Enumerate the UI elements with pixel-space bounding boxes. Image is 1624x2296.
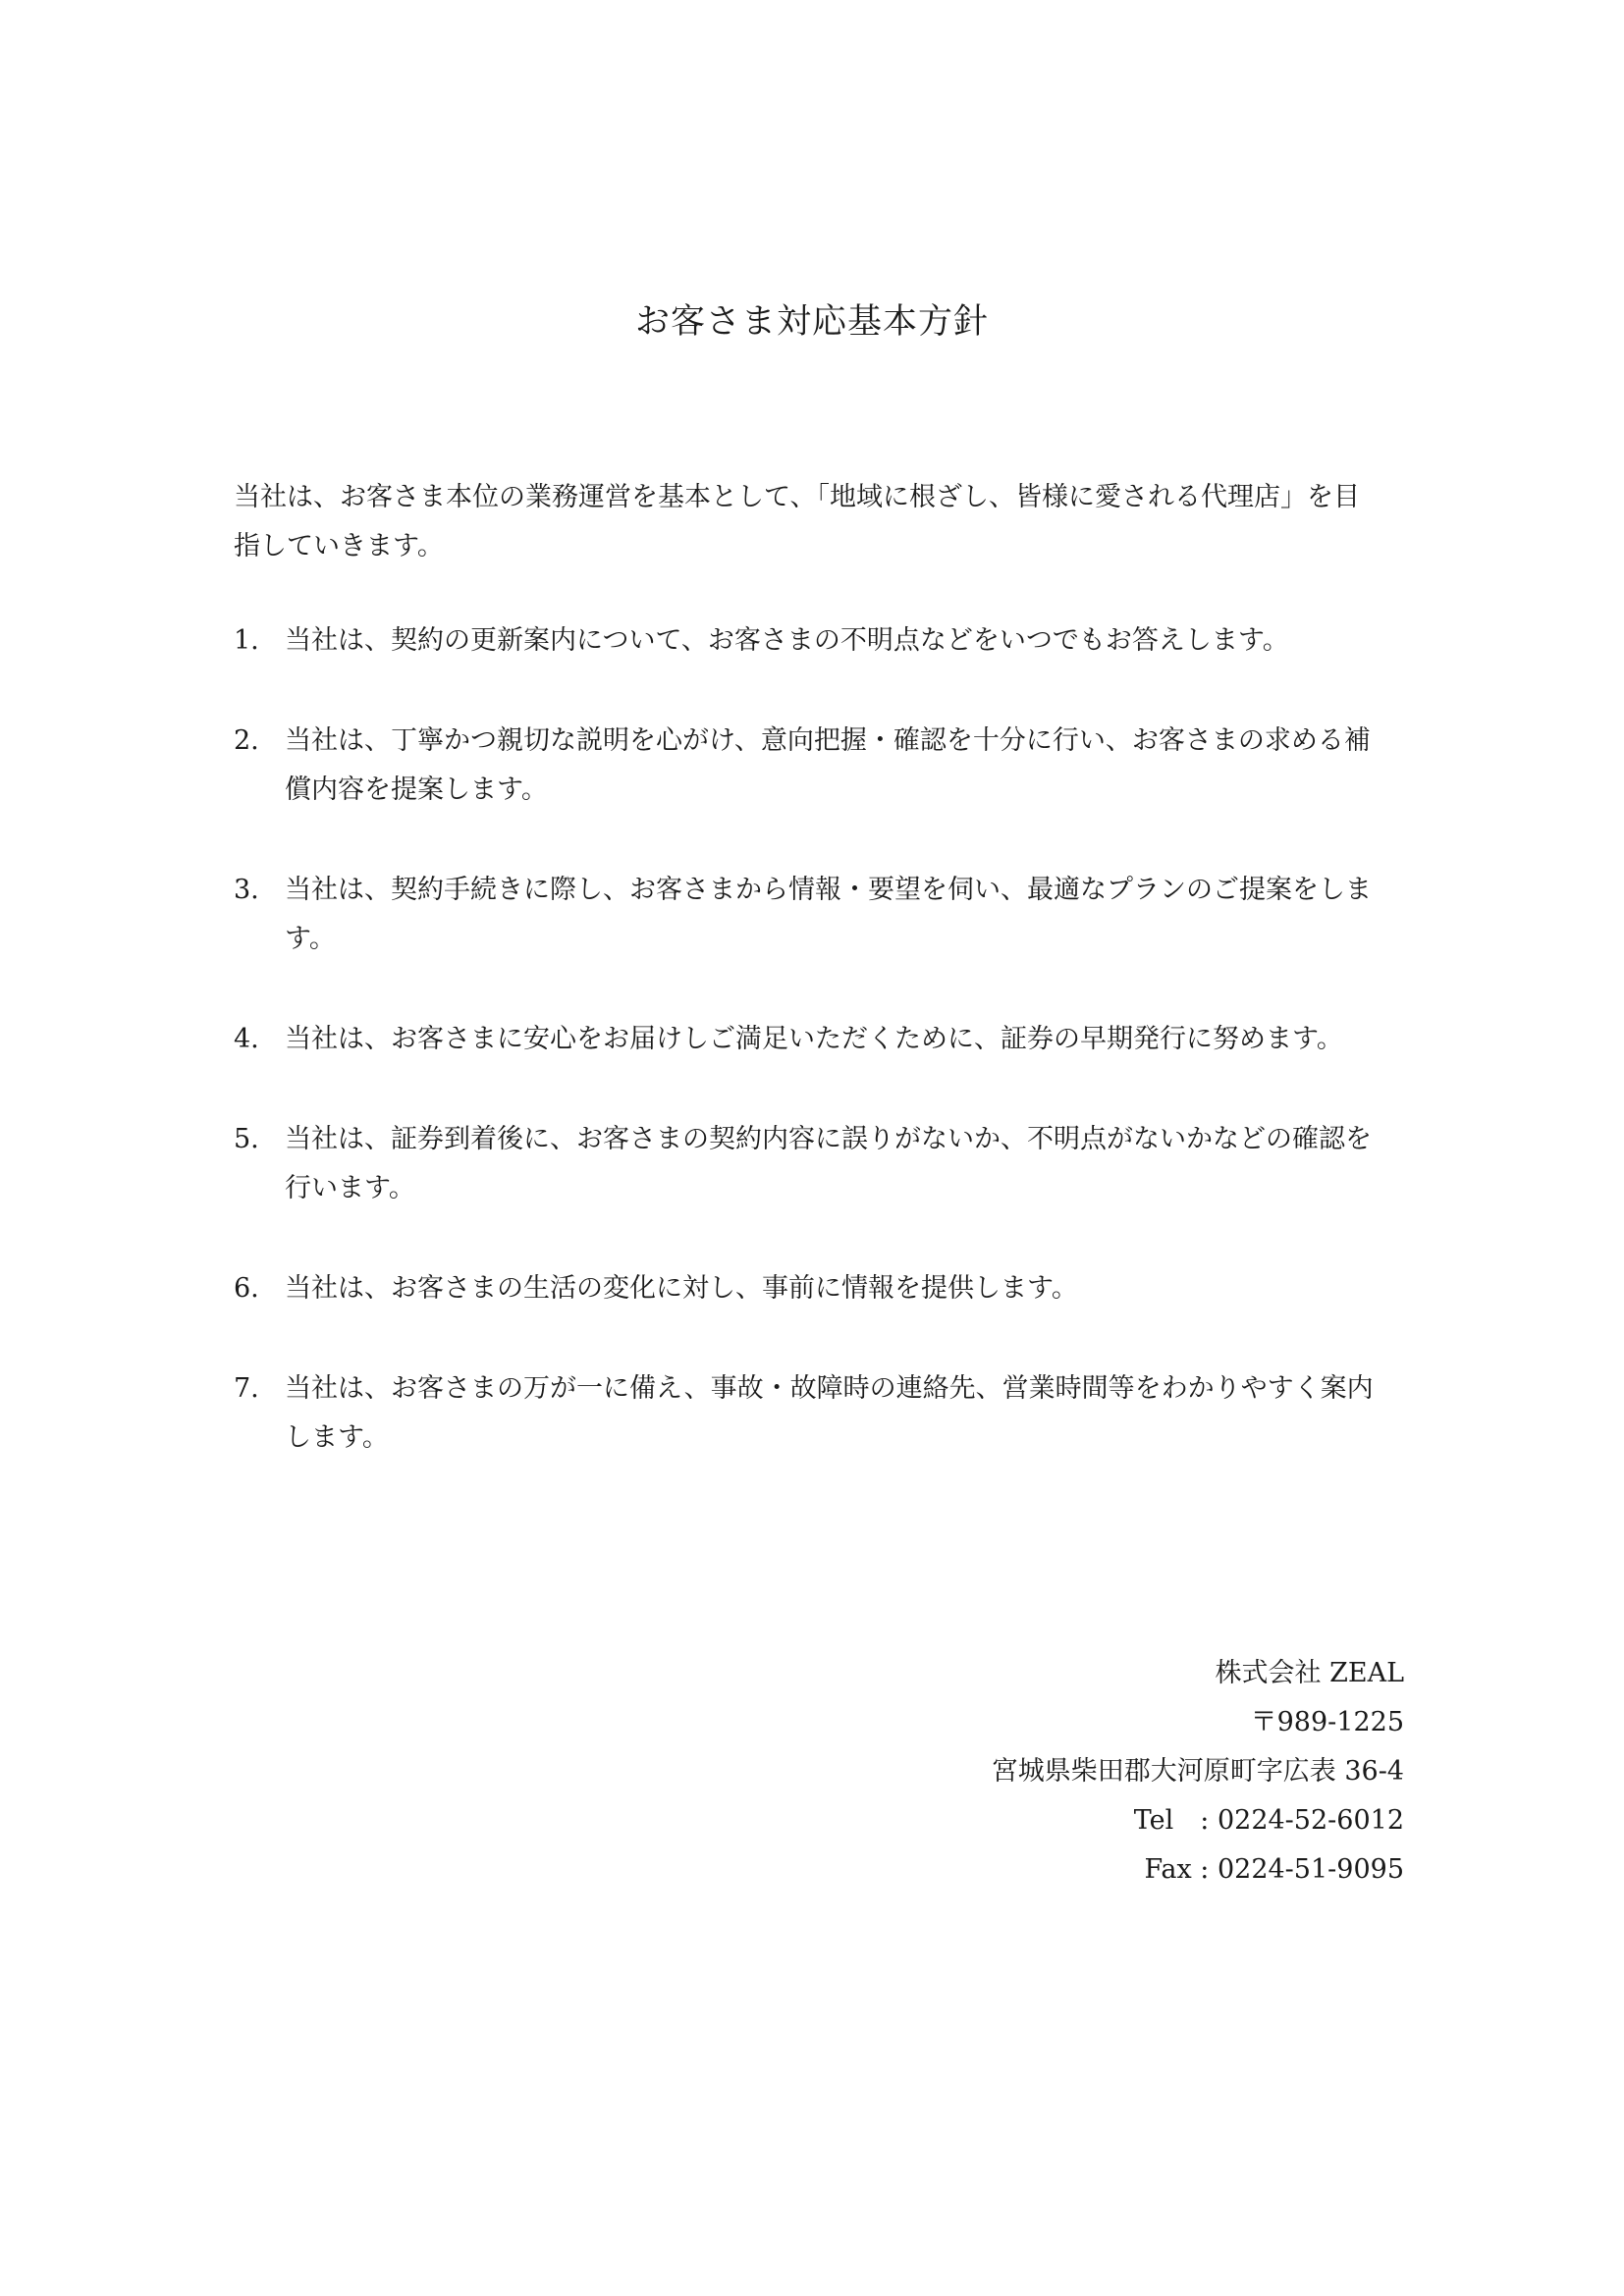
page-title: お客さま対応基本方針 — [634, 302, 989, 342]
policy-text: 当社は、契約の更新案内について、お客さまの不明点などをいつでもお答えします。 — [285, 625, 1289, 656]
company-info — [992, 1649, 1404, 1895]
policy-item-5 — [234, 1115, 1392, 1213]
policy-item-2 — [234, 717, 1392, 815]
policy-number: 6. — [234, 1273, 259, 1304]
policy-number: 3. — [234, 875, 259, 905]
company-tel: Tel : 0224-52-6012 — [1133, 1805, 1404, 1836]
policy-item-4 — [234, 1015, 1392, 1064]
company-name: 株式会社 ZEAL — [1215, 1658, 1404, 1688]
company-fax: Fax : 0224-51-9095 — [1144, 1854, 1404, 1885]
policy-text: 当社は、お客さまの万が一に備え、事故・故障時の連絡先、営業時間等をわかりやすく案内します。 — [285, 1373, 1374, 1453]
policy-list — [234, 616, 1392, 1514]
policy-number: 2. — [234, 725, 259, 756]
policy-item-6 — [234, 1264, 1392, 1313]
policy-number: 7. — [234, 1373, 259, 1404]
policy-number: 1. — [234, 625, 259, 656]
policy-number: 5. — [234, 1124, 259, 1154]
policy-text: 当社は、証券到着後に、お客さまの契約内容に誤りがないか、不明点がないかなどの確認を行います。 — [285, 1124, 1372, 1203]
policy-number: 4. — [234, 1024, 259, 1054]
company-address: 宮城県柴田郡大河原町字広表 36-4 — [991, 1756, 1404, 1787]
policy-item-3 — [234, 866, 1392, 964]
policy-item-7 — [234, 1364, 1392, 1463]
intro-paragraph: 当社は、お客さま本位の業務運営を基本として、「地域に根ざし、皆様に愛される代理店」を目指していきます。 — [234, 482, 1360, 561]
policy-text: 当社は、契約手続きに際し、お客さまから情報・要望を伺い、最適なプランのご提案をします。 — [285, 875, 1372, 954]
policy-text: 当社は、お客さまに安心をお届けしご満足いただくために、証券の早期発行に努めます。 — [285, 1024, 1343, 1054]
policy-text: 当社は、丁寧かつ親切な説明を心がけ、意向把握・確認を十分に行い、お客さまの求める補償内容を提案します。 — [285, 725, 1371, 805]
policy-text: 当社は、お客さまの生活の変化に対し、事前に情報を提供します。 — [285, 1273, 1078, 1304]
policy-item-1 — [234, 616, 1392, 666]
company-postal-code: 〒989-1225 — [1250, 1707, 1404, 1737]
